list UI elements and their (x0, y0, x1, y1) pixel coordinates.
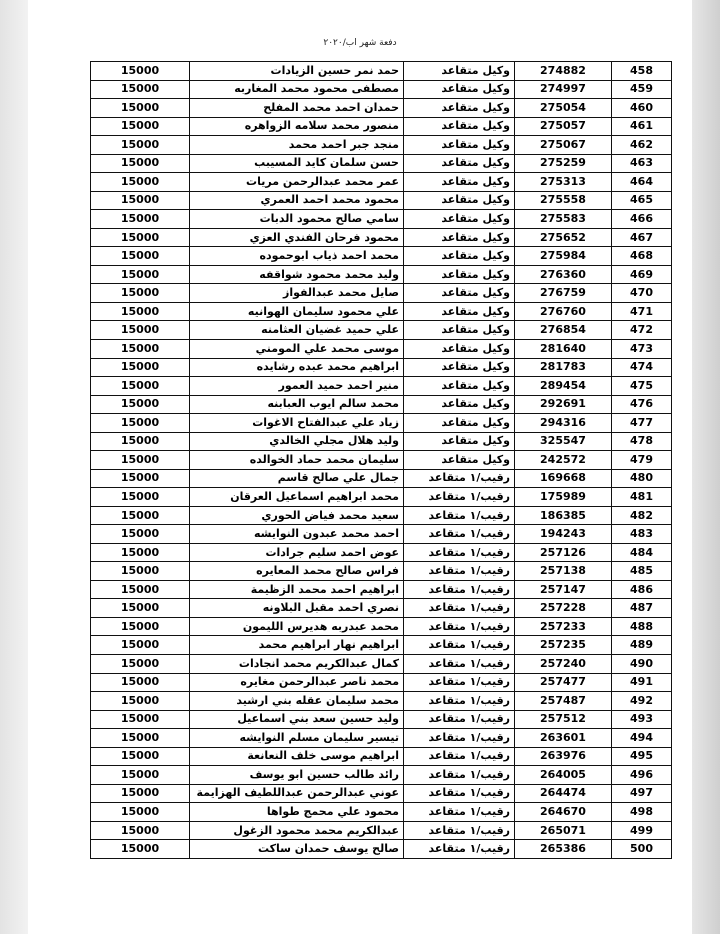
amount-cell: 15000 (91, 636, 190, 655)
rank-cell: وكيل متقاعد (404, 99, 515, 118)
table-row (91, 302, 672, 321)
military-number-cell: 264005 (515, 766, 612, 785)
amount-cell: 15000 (91, 414, 190, 433)
name-cell: موسى محمد علي المومني (190, 339, 404, 358)
name-cell: سليمان محمد حماد الخوالده (190, 451, 404, 470)
table-row (91, 284, 672, 303)
name-cell: نصري احمد مقبل البلاونه (190, 599, 404, 618)
sequence-cell: 468 (612, 247, 672, 266)
name-cell: منير احمد حميد العمور (190, 377, 404, 396)
military-number-cell: 275583 (515, 210, 612, 229)
name-cell: وليد محمد محمود شواقفه (190, 265, 404, 284)
amount-cell: 15000 (91, 228, 190, 247)
rank-cell: رقيب/١ متقاعد (404, 729, 515, 748)
military-number-cell: 263601 (515, 729, 612, 748)
military-number-cell: 275313 (515, 173, 612, 192)
sequence-cell: 482 (612, 506, 672, 525)
military-number-cell: 276759 (515, 284, 612, 303)
rank-cell: رقيب/١ متقاعد (404, 469, 515, 488)
amount-cell: 15000 (91, 247, 190, 266)
military-number-cell: 281640 (515, 339, 612, 358)
rank-cell: رقيب/١ متقاعد (404, 636, 515, 655)
amount-cell: 15000 (91, 358, 190, 377)
sequence-cell: 478 (612, 432, 672, 451)
name-cell: محمود فرحان الفندي العزي (190, 228, 404, 247)
table-row (91, 599, 672, 618)
table-row (91, 525, 672, 544)
table-row (91, 358, 672, 377)
table-row (91, 191, 672, 210)
rank-cell: وكيل متقاعد (404, 358, 515, 377)
rank-cell: رقيب/١ متقاعد (404, 525, 515, 544)
name-cell: وليد هلال مجلي الخالدي (190, 432, 404, 451)
sequence-cell: 481 (612, 488, 672, 507)
sequence-cell: 493 (612, 710, 672, 729)
sequence-cell: 487 (612, 599, 672, 618)
table-row (91, 265, 672, 284)
table-row (91, 692, 672, 711)
sequence-cell: 472 (612, 321, 672, 340)
name-cell: حمد نمر حسين الزيادات (190, 62, 404, 81)
sequence-cell: 463 (612, 154, 672, 173)
military-number-cell: 276360 (515, 265, 612, 284)
table-row (91, 432, 672, 451)
amount-cell: 15000 (91, 692, 190, 711)
table-row (91, 784, 672, 803)
sequence-cell: 491 (612, 673, 672, 692)
sequence-cell: 492 (612, 692, 672, 711)
amount-cell: 15000 (91, 784, 190, 803)
rank-cell: رقيب/١ متقاعد (404, 655, 515, 674)
table-row (91, 210, 672, 229)
table-row (91, 655, 672, 674)
rank-cell: وكيل متقاعد (404, 136, 515, 155)
name-cell: محمد سالم ايوب العبابنه (190, 395, 404, 414)
table-row (91, 99, 672, 118)
rank-cell: رقيب/١ متقاعد (404, 766, 515, 785)
amount-cell: 15000 (91, 302, 190, 321)
rank-cell: رقيب/١ متقاعد (404, 710, 515, 729)
military-number-cell: 265071 (515, 821, 612, 840)
name-cell: محمد احمد ذياب ابوحموده (190, 247, 404, 266)
military-number-cell: 264474 (515, 784, 612, 803)
table-row (91, 580, 672, 599)
sequence-cell: 473 (612, 339, 672, 358)
background-left (0, 0, 28, 934)
sequence-cell: 500 (612, 840, 672, 859)
amount-cell: 15000 (91, 339, 190, 358)
sequence-cell: 465 (612, 191, 672, 210)
name-cell: فراس صالح محمد المعايره (190, 562, 404, 581)
amount-cell: 15000 (91, 525, 190, 544)
rank-cell: وكيل متقاعد (404, 210, 515, 229)
table-row (91, 803, 672, 822)
rank-cell: رقيب/١ متقاعد (404, 840, 515, 859)
table-row (91, 117, 672, 136)
rank-cell: وكيل متقاعد (404, 414, 515, 433)
amount-cell: 15000 (91, 62, 190, 81)
amount-cell: 15000 (91, 617, 190, 636)
name-cell: علي حميد غضيان العثامنه (190, 321, 404, 340)
amount-cell: 15000 (91, 655, 190, 674)
military-number-cell: 263976 (515, 747, 612, 766)
amount-cell: 15000 (91, 729, 190, 748)
name-cell: عمر محمد عبدالرحمن مريات (190, 173, 404, 192)
name-cell: مصطفى محمود محمد المغاربه (190, 80, 404, 99)
military-number-cell: 275652 (515, 228, 612, 247)
rank-cell: رقيب/١ متقاعد (404, 784, 515, 803)
rank-cell: رقيب/١ متقاعد (404, 506, 515, 525)
military-number-cell: 257228 (515, 599, 612, 618)
name-cell: محمد ناصر عبدالرحمن مغايره (190, 673, 404, 692)
rank-cell: وكيل متقاعد (404, 339, 515, 358)
amount-cell: 15000 (91, 173, 190, 192)
amount-cell: 15000 (91, 821, 190, 840)
name-cell: ابراهيم موسى خلف النعانعة (190, 747, 404, 766)
amount-cell: 15000 (91, 377, 190, 396)
sequence-cell: 496 (612, 766, 672, 785)
name-cell: جمال علي صالح قاسم (190, 469, 404, 488)
amount-cell: 15000 (91, 80, 190, 99)
sequence-cell: 460 (612, 99, 672, 118)
page-header: دفعة شهر اب/٢٠٢٠ (323, 38, 397, 48)
table-row (91, 377, 672, 396)
sequence-cell: 464 (612, 173, 672, 192)
name-cell: منصور محمد سلامه الزواهره (190, 117, 404, 136)
table-row (91, 506, 672, 525)
sequence-cell: 490 (612, 655, 672, 674)
rank-cell: وكيل متقاعد (404, 80, 515, 99)
sequence-cell: 484 (612, 543, 672, 562)
table-row (91, 747, 672, 766)
sequence-cell: 479 (612, 451, 672, 470)
table-row (91, 395, 672, 414)
name-cell: محمود علي محمج طواها (190, 803, 404, 822)
sequence-cell: 476 (612, 395, 672, 414)
sequence-cell: 485 (612, 562, 672, 581)
sequence-cell: 494 (612, 729, 672, 748)
sequence-cell: 462 (612, 136, 672, 155)
rank-cell: وكيل متقاعد (404, 377, 515, 396)
rank-cell: وكيل متقاعد (404, 228, 515, 247)
military-number-cell: 169668 (515, 469, 612, 488)
table-row (91, 247, 672, 266)
amount-cell: 15000 (91, 321, 190, 340)
rank-cell: وكيل متقاعد (404, 302, 515, 321)
amount-cell: 15000 (91, 488, 190, 507)
background-right (692, 0, 720, 934)
amount-cell: 15000 (91, 136, 190, 155)
military-number-cell: 257147 (515, 580, 612, 599)
table-row (91, 62, 672, 81)
amount-cell: 15000 (91, 469, 190, 488)
sequence-cell: 495 (612, 747, 672, 766)
rank-cell: رقيب/١ متقاعد (404, 562, 515, 581)
rank-cell: رقيب/١ متقاعد (404, 543, 515, 562)
table-row (91, 840, 672, 859)
table-row (91, 136, 672, 155)
amount-cell: 15000 (91, 710, 190, 729)
name-cell: سامي صالح محمود الدبات (190, 210, 404, 229)
rank-cell: وكيل متقاعد (404, 62, 515, 81)
rank-cell: وكيل متقاعد (404, 247, 515, 266)
table-row (91, 562, 672, 581)
payment-table-body (91, 62, 672, 859)
table-row (91, 636, 672, 655)
rank-cell: رقيب/١ متقاعد (404, 488, 515, 507)
amount-cell: 15000 (91, 395, 190, 414)
military-number-cell: 292691 (515, 395, 612, 414)
military-number-cell: 275984 (515, 247, 612, 266)
rank-cell: رقيب/١ متقاعد (404, 599, 515, 618)
sequence-cell: 486 (612, 580, 672, 599)
sequence-cell: 474 (612, 358, 672, 377)
table-row (91, 488, 672, 507)
military-number-cell: 257138 (515, 562, 612, 581)
sequence-cell: 470 (612, 284, 672, 303)
table-row (91, 414, 672, 433)
table-row (91, 710, 672, 729)
table-row (91, 766, 672, 785)
amount-cell: 15000 (91, 766, 190, 785)
military-number-cell: 257477 (515, 673, 612, 692)
amount-cell: 15000 (91, 599, 190, 618)
rank-cell: رقيب/١ متقاعد (404, 673, 515, 692)
military-number-cell: 257235 (515, 636, 612, 655)
sequence-cell: 477 (612, 414, 672, 433)
payment-table (90, 61, 672, 859)
table-row (91, 543, 672, 562)
amount-cell: 15000 (91, 562, 190, 581)
military-number-cell: 275054 (515, 99, 612, 118)
table-row (91, 729, 672, 748)
military-number-cell: 289454 (515, 377, 612, 396)
rank-cell: وكيل متقاعد (404, 321, 515, 340)
amount-cell: 15000 (91, 117, 190, 136)
table-row (91, 339, 672, 358)
amount-cell: 15000 (91, 265, 190, 284)
sequence-cell: 469 (612, 265, 672, 284)
rank-cell: وكيل متقاعد (404, 265, 515, 284)
name-cell: محمد ابراهيم اسماعيل العرقان (190, 488, 404, 507)
rank-cell: رقيب/١ متقاعد (404, 692, 515, 711)
table-row (91, 154, 672, 173)
sequence-cell: 499 (612, 821, 672, 840)
military-number-cell: 194243 (515, 525, 612, 544)
name-cell: رائد طالب حسين ابو يوسف (190, 766, 404, 785)
name-cell: حمدان احمد محمد المفلح (190, 99, 404, 118)
sequence-cell: 461 (612, 117, 672, 136)
military-number-cell: 274997 (515, 80, 612, 99)
sequence-cell: 475 (612, 377, 672, 396)
name-cell: محمود محمد احمد العمري (190, 191, 404, 210)
sequence-cell: 459 (612, 80, 672, 99)
rank-cell: رقيب/١ متقاعد (404, 580, 515, 599)
name-cell: علي محمود سليمان الهوانيه (190, 302, 404, 321)
military-number-cell: 275558 (515, 191, 612, 210)
military-number-cell: 294316 (515, 414, 612, 433)
table-row (91, 469, 672, 488)
name-cell: منجد جبر احمد محمد (190, 136, 404, 155)
table-row (91, 821, 672, 840)
name-cell: محمد عبدربه هديرس الليمون (190, 617, 404, 636)
military-number-cell: 275259 (515, 154, 612, 173)
name-cell: صالح يوسف حمدان ساكت (190, 840, 404, 859)
amount-cell: 15000 (91, 191, 190, 210)
table-row (91, 617, 672, 636)
military-number-cell: 276760 (515, 302, 612, 321)
military-number-cell: 325547 (515, 432, 612, 451)
military-number-cell: 265386 (515, 840, 612, 859)
amount-cell: 15000 (91, 99, 190, 118)
rank-cell: وكيل متقاعد (404, 451, 515, 470)
table-row (91, 80, 672, 99)
sequence-cell: 483 (612, 525, 672, 544)
military-number-cell: 275067 (515, 136, 612, 155)
name-cell: كمال عبدالكريم محمد انجادات (190, 655, 404, 674)
rank-cell: وكيل متقاعد (404, 432, 515, 451)
amount-cell: 15000 (91, 543, 190, 562)
sequence-cell: 467 (612, 228, 672, 247)
military-number-cell: 257233 (515, 617, 612, 636)
name-cell: تيسير سليمان مسلم النوايشه (190, 729, 404, 748)
name-cell: عبدالكريم محمد محمود الزغول (190, 821, 404, 840)
military-number-cell: 257240 (515, 655, 612, 674)
military-number-cell: 275057 (515, 117, 612, 136)
name-cell: زياد علي عبدالفتاح الاغوات (190, 414, 404, 433)
sequence-cell: 480 (612, 469, 672, 488)
military-number-cell: 274882 (515, 62, 612, 81)
amount-cell: 15000 (91, 210, 190, 229)
table-row (91, 451, 672, 470)
amount-cell: 15000 (91, 673, 190, 692)
amount-cell: 15000 (91, 284, 190, 303)
table-row (91, 173, 672, 192)
table-row (91, 673, 672, 692)
amount-cell: 15000 (91, 506, 190, 525)
rank-cell: وكيل متقاعد (404, 284, 515, 303)
amount-cell: 15000 (91, 451, 190, 470)
name-cell: صايل محمد عبدالفواز (190, 284, 404, 303)
name-cell: سعيد محمد فياض الحوري (190, 506, 404, 525)
name-cell: محمد سليمان عقله بني ارشيد (190, 692, 404, 711)
military-number-cell: 257126 (515, 543, 612, 562)
sequence-cell: 488 (612, 617, 672, 636)
sequence-cell: 498 (612, 803, 672, 822)
military-number-cell: 257512 (515, 710, 612, 729)
amount-cell: 15000 (91, 840, 190, 859)
rank-cell: رقيب/١ متقاعد (404, 821, 515, 840)
military-number-cell: 281783 (515, 358, 612, 377)
rank-cell: وكيل متقاعد (404, 191, 515, 210)
table-row (91, 228, 672, 247)
name-cell: عوني عبدالرحمن عبداللطيف الهزايمة (190, 784, 404, 803)
rank-cell: وكيل متقاعد (404, 154, 515, 173)
name-cell: ابراهيم نهار ابراهيم محمد (190, 636, 404, 655)
name-cell: حسن سلمان كايد المسيبب (190, 154, 404, 173)
sequence-cell: 466 (612, 210, 672, 229)
name-cell: ابراهيم احمد محمد الزظيمة (190, 580, 404, 599)
rank-cell: رقيب/١ متقاعد (404, 747, 515, 766)
name-cell: احمد محمد عبدون النوايشه (190, 525, 404, 544)
sequence-cell: 497 (612, 784, 672, 803)
military-number-cell: 242572 (515, 451, 612, 470)
amount-cell: 15000 (91, 432, 190, 451)
name-cell: عوض احمد سليم جرادات (190, 543, 404, 562)
amount-cell: 15000 (91, 803, 190, 822)
name-cell: ابراهيم محمد عبده رشايده (190, 358, 404, 377)
rank-cell: وكيل متقاعد (404, 117, 515, 136)
rank-cell: وكيل متقاعد (404, 395, 515, 414)
military-number-cell: 186385 (515, 506, 612, 525)
rank-cell: وكيل متقاعد (404, 173, 515, 192)
amount-cell: 15000 (91, 747, 190, 766)
rank-cell: رقيب/١ متقاعد (404, 617, 515, 636)
military-number-cell: 257487 (515, 692, 612, 711)
amount-cell: 15000 (91, 580, 190, 599)
rank-cell: رقيب/١ متقاعد (404, 803, 515, 822)
military-number-cell: 276854 (515, 321, 612, 340)
military-number-cell: 175989 (515, 488, 612, 507)
table-row (91, 321, 672, 340)
name-cell: وليد حسين سعد بني اسماعيل (190, 710, 404, 729)
sequence-cell: 471 (612, 302, 672, 321)
sequence-cell: 489 (612, 636, 672, 655)
amount-cell: 15000 (91, 154, 190, 173)
sequence-cell: 458 (612, 62, 672, 81)
military-number-cell: 264670 (515, 803, 612, 822)
